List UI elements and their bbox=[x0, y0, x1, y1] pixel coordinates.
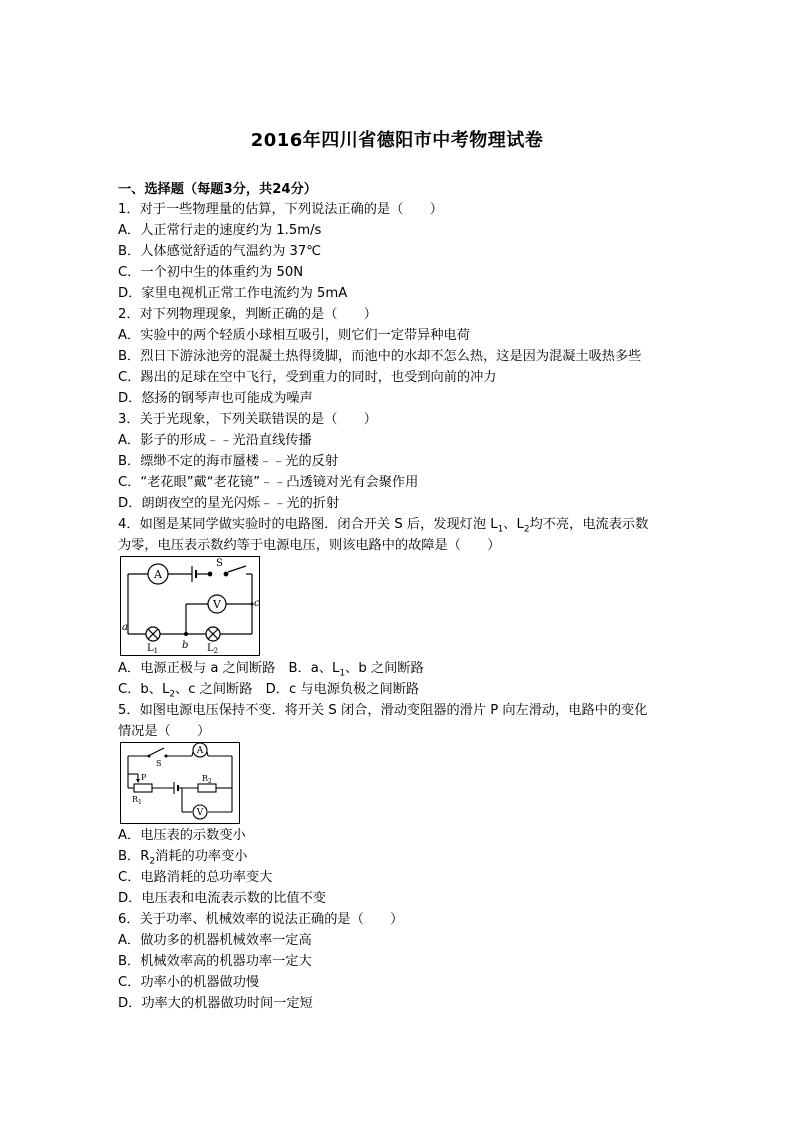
point-a-label: a bbox=[122, 622, 128, 633]
lamp-l2-label: $L_2$ bbox=[207, 643, 219, 655]
voltmeter-label: V bbox=[213, 598, 221, 611]
question-2-stem: 2．对下列物理现象，判断正确的是（ ） bbox=[118, 307, 377, 322]
question-5-stem: 5．如图电源电压保持不变．将开关 S 闭合，滑动变阻器的滑片 P 向左滑动，电路中的变化 bbox=[118, 703, 648, 718]
question-5-option-d: D．电压表和电流表示数的比值不变 bbox=[118, 891, 326, 906]
question-5-option-b: B．$R_2$消耗的功率变小 bbox=[118, 849, 248, 867]
question-2-option-b: B．烈日下游泳池旁的混凝土热得烫脚，而池中的水却不怎么热，这是因为混凝土吸热多些 bbox=[118, 349, 642, 364]
question-5-stem-cont: 情况是（ ） bbox=[118, 724, 211, 739]
question-3-option-d: D．朗朗夜空的星光闪烁﹣﹣光的折射 bbox=[118, 496, 340, 511]
question-4-stem-cont: 为零，电压表示数约等于电源电压，则该电路中的故障是（ ） bbox=[118, 538, 501, 553]
switch-label: S bbox=[216, 558, 223, 569]
slider-p-label: P bbox=[141, 773, 147, 782]
question-3-option-c: C．“老花眼”戴“老花镜”﹣﹣凸透镜对光有会聚作用 bbox=[118, 475, 419, 490]
lamp-l1-label: $L_1$ bbox=[147, 643, 159, 655]
question-4-circuit-diagram bbox=[120, 556, 260, 656]
question-1-option-b: B．人体感觉舒适的气温约为 37℃ bbox=[118, 244, 322, 259]
resistor-r2-label: $R_2$ bbox=[202, 774, 212, 785]
voltmeter-label: V bbox=[196, 808, 204, 818]
question-6-stem: 6．关于功率、机械效率的说法正确的是（ ） bbox=[118, 912, 404, 927]
question-1-option-a: A．人正常行走的速度约为 1.5m/s bbox=[118, 223, 322, 238]
question-2-option-c: C．踢出的足球在空中飞行，受到重力的同时，也受到向前的冲力 bbox=[118, 370, 497, 385]
question-4-stem: 4．如图是某同学做实验时的电路图．闭合开关 S 后，发现灯泡 $L_1$、$L_2$均不亮，电流表示数 bbox=[118, 517, 649, 535]
question-6-option-b: B．机械效率高的机器功率一定大 bbox=[118, 954, 312, 969]
section-heading: 一、选择题（每题3分，共24分） bbox=[118, 182, 317, 197]
question-3-option-a: A．影子的形成﹣﹣光沿直线传播 bbox=[118, 433, 312, 448]
point-c-label: c bbox=[254, 598, 260, 609]
question-3-stem: 3．关于光现象，下列关联错误的是（ ） bbox=[118, 412, 377, 427]
question-4-options-ab: A．电源正极与 a 之间断路 B．a、$L_1$、b 之间断路 bbox=[118, 661, 424, 679]
question-1-stem: 1．对于一些物理量的估算，下列说法正确的是（ ） bbox=[118, 202, 443, 217]
question-4-options-cd: C．b、$L_2$、c 之间断路 D．c 与电源负极之间断路 bbox=[118, 682, 420, 700]
rheostat-r1-label: $R_1$ bbox=[132, 795, 142, 806]
question-3-option-b: B．缥缈不定的海市蜃楼﹣﹣光的反射 bbox=[118, 454, 339, 469]
point-b-label: b bbox=[182, 640, 189, 651]
question-2-option-a: A．实验中的两个轻质小球相互吸引，则它们一定带异种电荷 bbox=[118, 328, 470, 343]
question-5-option-a: A．电压表的示数变小 bbox=[118, 828, 246, 843]
question-6-option-a: A．做功多的机器机械效率一定高 bbox=[118, 933, 312, 948]
page-title: 2016年四川省德阳市中考物理试卷 bbox=[250, 130, 544, 151]
question-6-option-d: D．功率大的机器做功时间一定短 bbox=[118, 996, 313, 1011]
question-2-option-d: D．悠扬的钢琴声也可能成为噪声 bbox=[118, 391, 313, 406]
question-6-option-c: C．功率小的机器做功慢 bbox=[118, 975, 260, 990]
question-5-option-c: C．电路消耗的总功率变大 bbox=[118, 870, 273, 885]
question-1-option-c: C．一个初中生的体重约为 50N bbox=[118, 265, 304, 280]
question-5-circuit-diagram bbox=[120, 742, 240, 824]
ammeter-label: A bbox=[154, 568, 162, 581]
switch-label: S bbox=[156, 759, 162, 768]
ammeter-label: A bbox=[196, 746, 204, 756]
question-1-option-d: D．家里电视机正常工作电流约为 5mA bbox=[118, 286, 348, 301]
